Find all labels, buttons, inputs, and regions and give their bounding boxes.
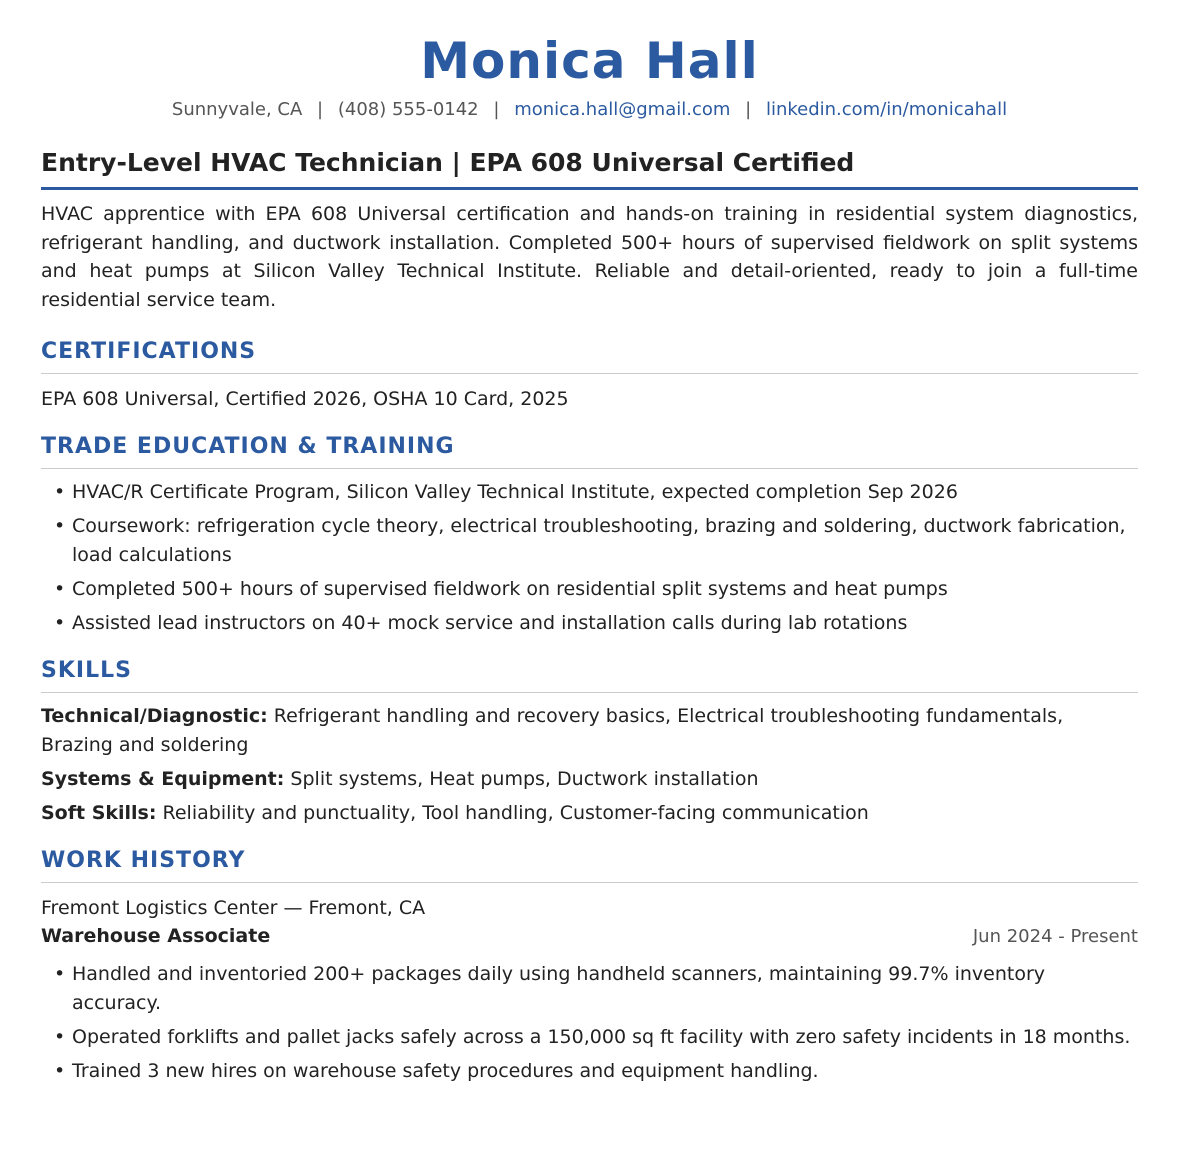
bullet-glyph: • [54, 577, 66, 600]
job-dates: Jun 2024 - Present [972, 926, 1138, 947]
skills-list [41, 702, 1138, 827]
contact-separator: | [317, 99, 324, 120]
contact-location: Sunnyvale, CA [171, 99, 303, 120]
certifications-text: EPA 608 Universal, Certified 2026, OSHA 10 Card, 2025 [41, 388, 569, 410]
list-item [41, 512, 1138, 569]
professional-summary: HVAC apprentice with EPA 608 Universal certification and hands-on training in residential system diagnostics, refrigerant handling, and ductwork installation. Completed 500+ hours of supervised fieldwork on split systems and heat pumps at Silicon Valley Technical Institute. Reliable and detail-oriented, ready to join a full-time residential service team. [41, 203, 1138, 311]
work-bullets-list [41, 960, 1138, 1085]
skill-group-label: Technical/Diagnostic: [41, 705, 268, 727]
bullet-glyph: • [54, 1025, 66, 1048]
resume-page [41, 0, 1138, 1091]
job-role-row [41, 922, 1138, 951]
contact-phone: (408) 555-0142 [337, 99, 479, 120]
contact-linkedin-link[interactable]: linkedin.com/in/monicahall [765, 99, 1008, 120]
list-item [41, 575, 1138, 604]
skill-group-technical [41, 702, 1138, 759]
list-item-text: Trained 3 new hires on warehouse safety procedures and equipment handling. [72, 1059, 819, 1082]
list-item-text: Completed 500+ hours of supervised fieldwork on residential split systems and heat pumps [72, 577, 948, 600]
list-item-text: Coursework: refrigeration cycle theory, electrical troubleshooting, brazing and soldering, ductwork fabrication, load calculations [72, 515, 1126, 566]
list-item-text: HVAC/R Certificate Program, Silicon Valley Technical Institute, expected completion Sep 2026 [72, 481, 958, 503]
skill-group-items: Split systems, Heat pumps, Ductwork installation [290, 767, 759, 790]
section-title-skills: SKILLS [41, 657, 1138, 693]
bullet-glyph: • [54, 481, 66, 503]
contact-line [41, 97, 1138, 123]
contact-separator: | [745, 99, 752, 120]
candidate-name: Monica Hall [420, 32, 759, 90]
job-title: Warehouse Associate [41, 925, 271, 947]
section-title-certifications: CERTIFICATIONS [41, 338, 1138, 374]
bullet-glyph: • [54, 611, 66, 634]
section-title-education: TRADE EDUCATION & TRAINING [41, 433, 1138, 469]
bullet-glyph: • [54, 963, 66, 985]
list-item-text: Assisted lead instructors on 40+ mock service and installation calls during lab rotations [72, 611, 908, 634]
contact-separator: | [493, 99, 500, 120]
list-item [41, 609, 1138, 638]
bullet-glyph: • [54, 515, 66, 537]
list-item-text: Handled and inventoried 200+ packages daily using handheld scanners, maintaining 99.7% inventory accuracy. [72, 963, 1045, 1014]
list-item [41, 960, 1138, 1017]
contact-email-link[interactable]: monica.hall@gmail.com [514, 99, 731, 120]
skill-group-items: Refrigerant handling and recovery basics, Electrical troubleshooting fundamentals, Brazing and soldering [41, 705, 1064, 756]
skill-group-label: Systems & Equipment: [41, 767, 285, 790]
skill-group-items: Reliability and punctuality, Tool handling, Customer-facing communication [162, 801, 869, 824]
employer-name: Fremont Logistics Center — Fremont, CA [41, 897, 426, 919]
section-title-work-history: WORK HISTORY [41, 847, 1138, 883]
list-item [41, 1057, 1138, 1086]
education-list [41, 478, 1138, 637]
resume-headline: Entry-Level HVAC Technician | EPA 608 Universal Certified [41, 147, 1138, 190]
list-item [41, 478, 1138, 507]
skill-group-systems [41, 765, 1138, 794]
list-item [41, 1023, 1138, 1052]
bullet-glyph: • [54, 1059, 66, 1082]
skill-group-soft [41, 799, 1138, 828]
list-item-text: Operated forklifts and pallet jacks safely across a 150,000 sq ft facility with zero safety incidents in 18 months. [72, 1025, 1131, 1048]
skill-group-label: Soft Skills: [41, 801, 157, 824]
